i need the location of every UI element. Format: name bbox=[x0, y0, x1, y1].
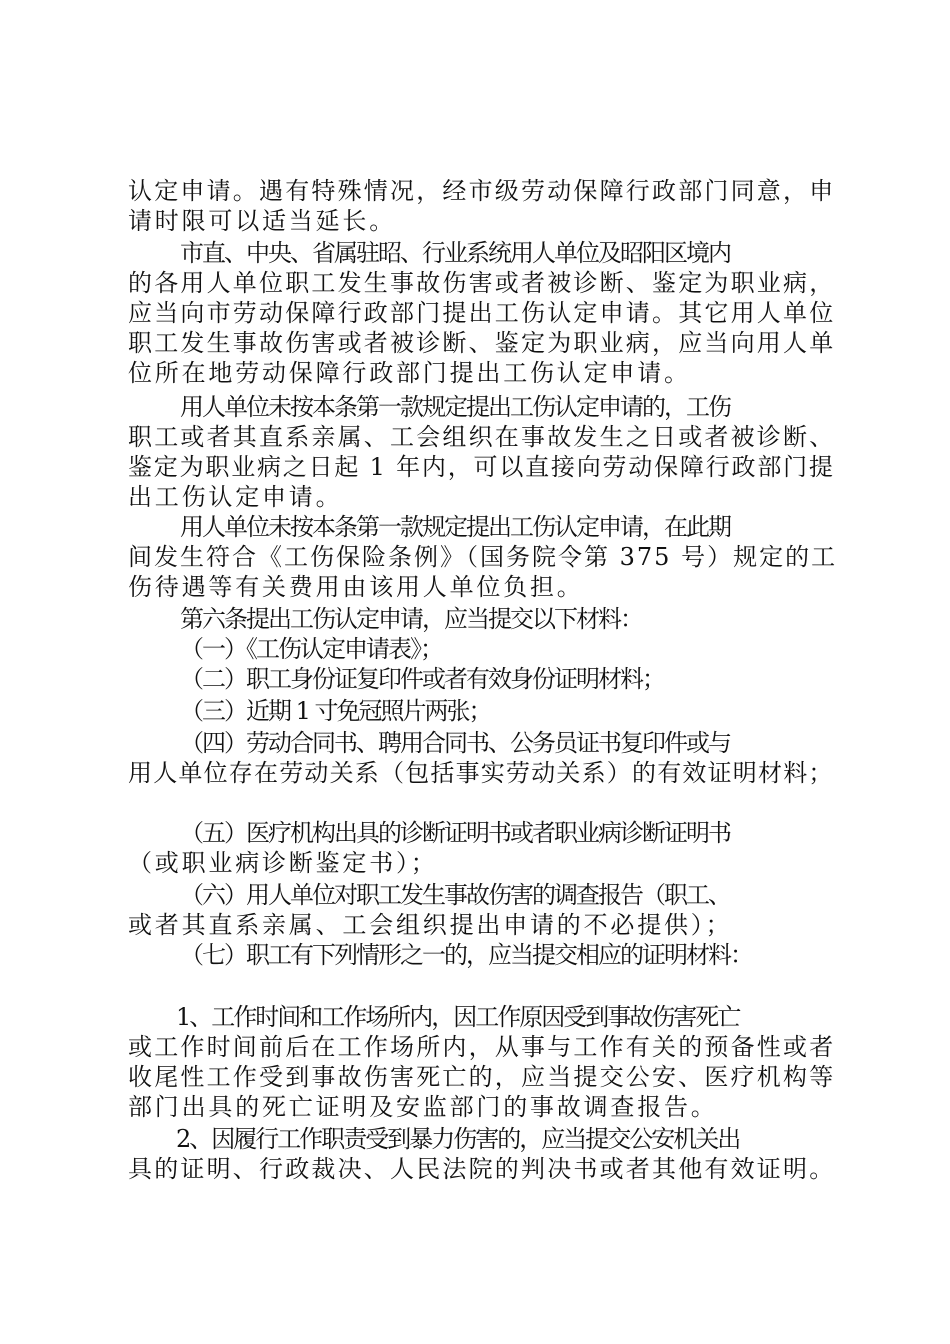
text-line: 鉴定为职业病之日起 1 年内，可以直接向劳动保障行政部门提 bbox=[128, 453, 835, 481]
text-line: 市直、中央、省属驻昭、行业系统用人单位及昭阳区境内 bbox=[180, 239, 730, 267]
text-line: 用人单位未按本条第一款规定提出工伤认定申请的，工伤 bbox=[180, 393, 730, 421]
text-line: 间发生符合《工伤保险条例》（国务院令第 375 号）规定的工 bbox=[128, 543, 838, 571]
text-line: 第六条提出工伤认定申请，应当提交以下材料： bbox=[180, 605, 642, 633]
text-line: （三）近期 1 寸免冠照片两张； bbox=[180, 697, 491, 725]
text-line: 的各用人单位职工发生事故伤害或者被诊断、鉴定为职业病， bbox=[128, 269, 836, 297]
text-line: （二）职工身份证复印件或者有效身份证明材料； bbox=[180, 665, 664, 693]
text-line: 伤待遇等有关费用由该用人单位负担。 bbox=[128, 573, 584, 601]
text-line: 职工或者其直系亲属、工会组织在事故发生之日或者被诊断、 bbox=[128, 423, 836, 451]
text-line: （五）医疗机构出具的诊断证明书或者职业病诊断证明书 bbox=[180, 819, 730, 847]
text-line: 应当向市劳动保障行政部门提出工伤认定申请。其它用人单位 bbox=[128, 299, 836, 327]
text-line: （或职业病诊断鉴定书）； bbox=[128, 849, 438, 877]
text-line: 或者其直系亲属、工会组织提出申请的不必提供）； bbox=[128, 911, 733, 939]
text-line: 位所在地劳动保障行政部门提出工伤认定申请。 bbox=[128, 359, 691, 387]
text-line: （一）《工伤认定申请表》； bbox=[180, 635, 442, 663]
text-line: 收尾性工作受到事故伤害死亡的，应当提交公安、医疗机构等 bbox=[128, 1063, 836, 1091]
text-line: （七）职工有下列情形之一的，应当提交相应的证明材料： bbox=[180, 941, 752, 969]
text-line: 出工伤认定申请。 bbox=[128, 483, 343, 511]
text-line: 用人单位未按本条第一款规定提出工伤认定申请，在此期 bbox=[180, 513, 730, 541]
text-line: 部门出具的死亡证明及安监部门的事故调查报告。 bbox=[128, 1093, 718, 1121]
text-line: 具的证明、行政裁决、人民法院的判决书或者其他有效证明。 bbox=[128, 1155, 836, 1183]
text-line: 职工发生事故伤害或者被诊断、鉴定为职业病，应当向用人单 bbox=[128, 329, 836, 357]
text-line: 1、工作时间和工作场所内，因工作原因受到事故伤害死亡 bbox=[176, 1003, 740, 1031]
text-line: 用人单位存在劳动关系（包括事实劳动关系）的有效证明材料； bbox=[128, 759, 834, 787]
text-line: 请时限可以适当延长。 bbox=[128, 207, 396, 235]
text-line: 或工作时间前后在工作场所内，从事与工作有关的预备性或者 bbox=[128, 1033, 836, 1061]
text-line: 2、因履行工作职责受到暴力伤害的，应当提交公安机关出 bbox=[176, 1125, 740, 1153]
text-line: （四）劳动合同书、聘用合同书、公务员证书复印件或与 bbox=[180, 729, 730, 757]
text-line: 认定申请。遇有特殊情况，经市级劳动保障行政部门同意，申 bbox=[128, 177, 836, 205]
text-line: （六）用人单位对职工发生事故伤害的调查报告（职工、 bbox=[180, 881, 730, 909]
